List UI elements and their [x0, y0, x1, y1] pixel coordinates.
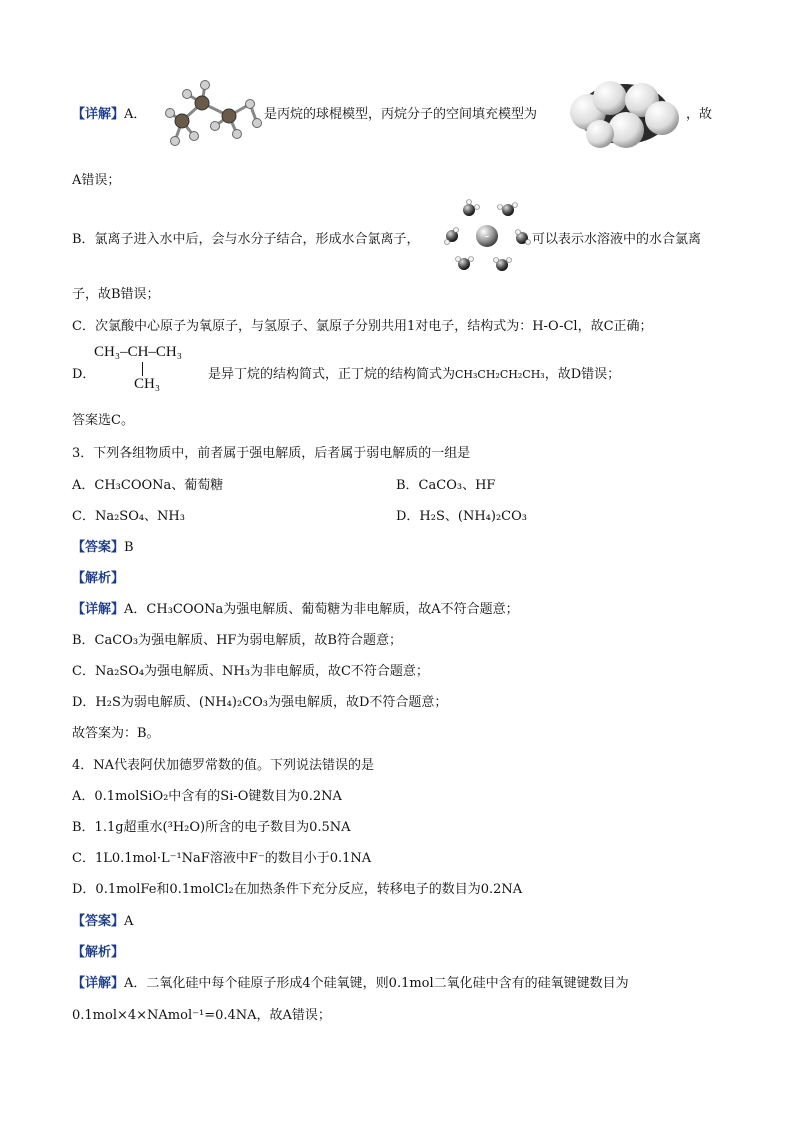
formula-bond-line — [142, 362, 143, 376]
q4-answer — [72, 913, 133, 931]
q3-option-b: B．CaCO₃、HF — [396, 478, 496, 493]
q4-option-b: B．1.1g超重水(³H₂O)所含的电子数目为0.5NA — [72, 820, 351, 835]
q3-analysis-tag — [72, 570, 124, 588]
detail-text: A．二氧化硅中每个硅原子形成4个硅氧键，则0.1mol二氧化硅中含有的硅氧键键数目为 — [124, 976, 629, 991]
q2-line-d-text — [208, 366, 620, 384]
q3-option-c: C．Na₂SO₄、NH₃ — [72, 509, 185, 524]
q2-detail-line-a — [72, 106, 146, 124]
option-a-label: A． — [124, 107, 147, 122]
q4-analysis-tag — [72, 944, 124, 962]
q2-line-c: C．次氯酸中心原子为氧原子，与氢原子、氯原子分别共用1对电子，结构式为：H-O-Cl，故C正确； — [72, 319, 653, 334]
q2-answer-line: 答案选C。 — [72, 413, 134, 428]
detail-tag: 【详解】 — [72, 602, 125, 617]
q3-detail-3: C．Na₂SO₄为强电解质、NH₃为非电解质，故C不符合题意； — [72, 664, 429, 679]
hydrated-chloride-ion-model — [442, 198, 532, 278]
formula-branch: CH₃ — [134, 376, 161, 392]
d-conclusion: ，故D错误； — [544, 367, 621, 382]
q3-detail-4: D．H₂S为弱电解质、(NH₄)₂CO₃为强电解质，故D不符合题意； — [72, 695, 448, 710]
q2-line-b-cont: 可以表示水溶液中的水合氯离 — [532, 232, 702, 247]
detail-tag: 【详解】 — [72, 107, 125, 122]
q3-option-d: D．H₂S、(NH₄)₂CO₃ — [396, 509, 527, 524]
q3-detail-1 — [72, 601, 519, 619]
formula-main-chain: CH₃–CH–CH₃ — [94, 344, 182, 360]
charge-sign: - — [484, 229, 490, 243]
answer-tag: 【答案】 — [72, 540, 125, 555]
q2-line-a-wrong: A错误； — [72, 173, 121, 188]
analysis-tag: 【解析】 — [72, 945, 125, 960]
q4-option-a: A．0.1molSiO₂中含有的Si-O键数目为0.2NA — [72, 789, 342, 804]
propane-space-filling-model — [562, 74, 682, 154]
q4-detail-1 — [72, 975, 629, 993]
n-butane-formula: CH₃CH₂CH₂CH₃ — [455, 368, 545, 381]
q2-detail-line-c: ，故 — [686, 107, 713, 122]
q4-option-c: C．1L0.1mol·L⁻¹NaF溶液中F⁻的数目小于0.1NA — [72, 851, 372, 866]
isobutane-text: 是异丁烷的结构简式，正丁烷的结构简式为 — [208, 367, 456, 382]
q2-line-b: B．氯离子进入水中后，会与水分子结合，形成水合氯离子， — [72, 232, 420, 247]
q4-stem: 4．NA代表阿伏加德罗常数的值。下列说法错误的是 — [72, 758, 375, 773]
isobutane-formula — [94, 344, 209, 400]
answer-value: B — [124, 540, 134, 555]
propane-ball-stick-model — [162, 78, 262, 148]
q3-stem: 3．下列各组物质中，前者属于强电解质，后者属于弱电解质的一组是 — [72, 446, 471, 461]
q3-option-a: A．CH₃COONa、葡萄糖 — [72, 478, 224, 493]
detail-tag: 【详解】 — [72, 976, 125, 991]
q2-line-b-end: 子，故B错误； — [72, 287, 160, 302]
q2-line-d-label: D． — [72, 367, 96, 382]
q3-detail-2: B．CaCO₃为强电解质、HF为弱电解质，故B符合题意； — [72, 633, 402, 648]
answer-value: A — [124, 914, 134, 929]
q2-detail-line-b: 是丙烷的球棍模型，丙烷分子的空间填充模型为 — [264, 107, 538, 122]
analysis-tag: 【解析】 — [72, 571, 125, 586]
q3-answer — [72, 539, 134, 557]
detail-text: A．CH₃COONa为强电解质、葡萄糖为非电解质，故A不符合题意； — [124, 602, 519, 617]
answer-tag: 【答案】 — [72, 914, 125, 929]
q4-option-d: D．0.1molFe和0.1molCl₂在加热条件下充分反应，转移电子的数目为0.2NA — [72, 882, 523, 897]
q4-detail-2: 0.1mol×4×NAmol⁻¹=0.4NA，故A错误； — [72, 1008, 331, 1023]
q3-conclusion: 故答案为：B。 — [72, 726, 160, 741]
